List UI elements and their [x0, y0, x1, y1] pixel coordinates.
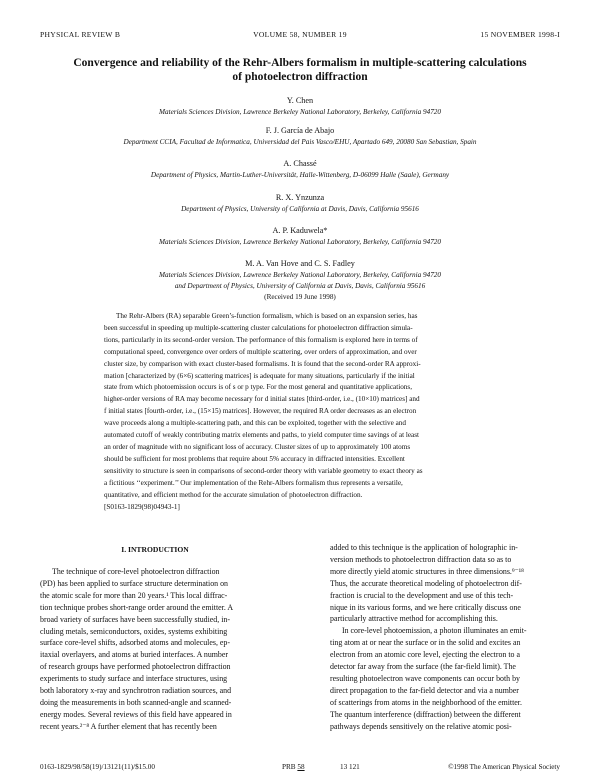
body-line: of scatterings from atoms in the neighborhood of the emitter.	[330, 697, 522, 707]
body-line: The quantum interference (diffraction) between the different	[330, 709, 521, 719]
author-affiliation: Department CCIA, Facultad de Informatica, Universidad del Pais Vasco/EHU, Apartado 649, 20080 San Sebastian, Spain	[123, 138, 477, 146]
page-number: 13 121	[340, 763, 360, 771]
abstract-line: mation [characterized by (6×6) scattering matrices] is adequate for many situations, particularly if the initial	[104, 371, 415, 380]
abstract-line: wave proceeds along a multiple-scattering path, and this can be exploited, together with the selective and	[104, 419, 406, 428]
body-line: fraction is crucial to the development and use of this tech-	[330, 590, 514, 600]
body-line: The technique of core-level photoelectron diffraction	[52, 567, 220, 576]
body-line: cluding metals, semiconductors, oxides, systems exhibiting	[40, 626, 228, 636]
abstract-line: tions, particularly in its second-order version. The performance of this formalism is explored here in terms of	[104, 335, 418, 344]
body-line: version methods to photoelectron diffraction data so as to	[330, 554, 512, 564]
body-line: (PD) has been applied to surface structure determination on	[40, 578, 228, 588]
section-heading: I. INTRODUCTION	[121, 545, 189, 554]
abstract-line: f initial states [fourth-order, i.e., (15×15) matrices]. However, the required RA order decreases as an electron	[104, 407, 417, 416]
abstract-line: an order of magnitude with no significant loss of accuracy. Cluster sizes of up to approximately 100 atoms	[104, 442, 411, 451]
abstract-line: automated cutoff of weakly contributing matrix elements and paths, to yield computer time savings of at least	[104, 431, 420, 440]
body-line: doing the measurements in both scanned-angle and scanned-	[40, 697, 232, 707]
abstract	[104, 311, 496, 513]
author-name: M. A. Van Hove and C. S. Fadley	[245, 259, 355, 268]
author-affiliation: Materials Sciences Division, Lawrence Berkeley National Laboratory, Berkeley, California 94720	[159, 271, 441, 279]
pacs-code: [S0163-1829(98)04943-1]	[104, 502, 180, 511]
article-title	[40, 56, 560, 84]
author-affiliation: Department of Physics, University of California at Davis, Davis, California 95616	[181, 205, 419, 213]
body-line: experiments to study surface and interface structures, using	[40, 674, 228, 684]
author-name: F. J. García de Abajo	[265, 126, 335, 135]
issue-date: 15 NOVEMBER 1998-I	[480, 30, 560, 39]
abstract-line: been successful in speeding up multiple-scattering cluster calculations for photoelectron diffraction simula-	[104, 323, 413, 332]
abstract-line: a fictitious ‘‘experiment.’’ Our implementation of the Rehr-Albers formalism thus represents a versatile,	[104, 478, 403, 487]
abstract-line: state from which photoemission occurs is of s or p type. For the most general and quantitative applications,	[104, 383, 412, 392]
body-line: of research groups have performed photoelectron diffraction	[40, 662, 231, 672]
volume-number: VOLUME 58, NUMBER 19	[253, 30, 347, 39]
author-affiliation: Department of Physics, Martin-Luther-Universität, Halle-Wittenberg, D-06099 Halle (Saale), Germany	[150, 171, 450, 179]
author-affiliation: Materials Sciences Division, Lawrence Berkeley National Laboratory, Berkeley, California 94720	[159, 108, 441, 116]
body-line: particularly attractive method for accomplishing this.	[330, 614, 498, 624]
title-line-1: Convergence and reliability of the Rehr-Albers formalism in multiple-scattering calculations	[73, 57, 527, 69]
abstract-line: should be sufficient for most problems that require about 5% accuracy in diffracted intensities. Excellent	[104, 454, 405, 463]
author-affiliation: and Department of Physics, University of California at Davis, Davis, California 95616	[174, 282, 426, 290]
body-line: broad variety of surfaces have been successfully studied, in-	[40, 614, 230, 624]
right-column	[330, 542, 560, 733]
footer-journal	[282, 763, 305, 771]
body-line: resulting photoelectron wave components can occur both by	[330, 673, 520, 683]
body-line: added to this technique is the application of holographic in-	[330, 543, 518, 552]
body-line: In core-level photoemission, a photon illuminates an emit-	[342, 626, 527, 636]
abstract-line: cluster size, by comparison with exact cluster-based formalisms. It is found that the second-order RA approxi-	[104, 359, 421, 368]
body-line: nique in its various forms, and we here critically discuss one	[330, 602, 521, 612]
author-name: R. X. Ynzunza	[275, 193, 325, 202]
author-name: Y. Chen	[286, 96, 314, 105]
body-line: the atomic scale for more than 20 years.¹ This local diffrac-	[40, 590, 228, 600]
body-line: tion technique probes short-range order around the emitter. A	[40, 602, 234, 612]
copyright: ©1998 The American Physical Society	[448, 763, 560, 771]
abstract-line: The Rehr-Albers (RA) separable Green’s-function formalism, which is based on an expansion series, has	[116, 312, 418, 320]
body-line: pathways depends sensitively on the relative atomic posi-	[330, 721, 512, 731]
body-line: surface core-level shifts, adsorbed atoms and molecules, ep-	[40, 638, 230, 648]
abstract-line: higher-order versions of RA may become necessary for d initial states [third-order, i.e., (10×10) matrices] and	[104, 395, 420, 404]
journal-name: PHYSICAL REVIEW B	[40, 30, 121, 39]
body-line: both laboratory x-ray and synchrotron radiation sources, and	[40, 686, 232, 696]
author-name: A. Chassé	[283, 159, 317, 168]
body-line: Thus, the accurate theoretical modeling of photoelectron dif-	[330, 578, 522, 588]
body-line: direct propagation to the far-field detector and via a number	[330, 685, 519, 695]
left-column	[40, 566, 270, 733]
author-affiliation: Materials Sciences Division, Lawrence Berkeley National Laboratory, Berkeley, California 94720	[159, 238, 441, 246]
body-line: more directly yield atomic structures in three dimensions.⁹⁻¹⁸	[330, 566, 524, 576]
body-line: energy modes. Several reviews of this field have appeared in	[40, 709, 232, 719]
received-date: (Received 19 June 1998)	[264, 293, 336, 301]
abstract-line: quantitative, and efficient method for the accurate simulation of photoelectron diffraction.	[104, 490, 363, 499]
body-line: itaxial overlayers, and atoms at buried interfaces. A number	[40, 650, 228, 660]
footer-prb: PRB	[282, 763, 296, 771]
title-line-2: of photoelectron diffraction	[232, 71, 368, 83]
body-line: recent years.²⁻⁸ A further element that has recently been	[40, 721, 217, 731]
footer-code: 0163-1829/98/58(19)/13121(11)/$15.00	[40, 763, 155, 771]
body-line: electron from an atomic core level, ejecting the electron to a	[330, 650, 520, 660]
author-name: A. P. Kaduwela*	[272, 226, 328, 235]
abstract-line: computational speed, convergence over orders of multiple scattering, over orders of approximation, and over	[104, 347, 417, 356]
footer-volume: 58	[297, 763, 305, 771]
body-line: detector far away from the surface (the far-field limit). The	[330, 662, 516, 672]
body-line: ting atom at or near the surface or in the solid and excites an	[330, 638, 521, 648]
abstract-line: sensitivity to structure is seen in comparisons of second-order theory with variable geometry to exact theory as	[104, 466, 423, 475]
